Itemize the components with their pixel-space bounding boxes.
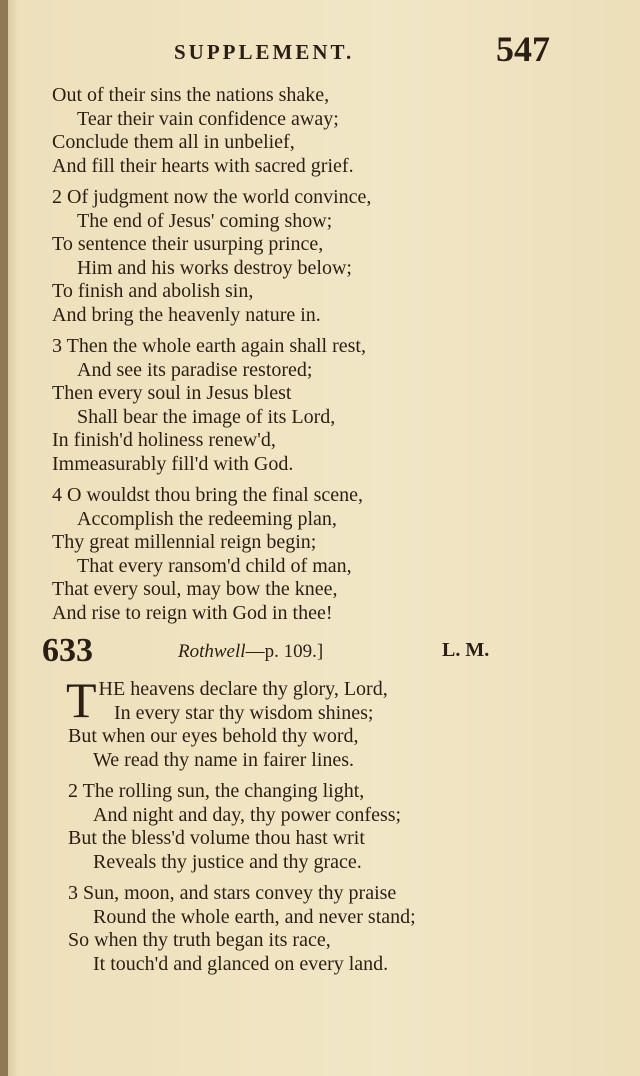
verse-line: Then every soul in Jesus blest: [52, 382, 292, 404]
verse-line: HE heavens declare thy glory, Lord,: [98, 678, 388, 700]
verse-line: Shall bear the image of its Lord,: [77, 405, 336, 428]
stanza: [68, 882, 568, 976]
verse-line: Tear their vain confidence away;: [77, 107, 339, 130]
verse-line: To sentence their usurping prince,: [52, 233, 324, 255]
hymn-meter: L. M.: [442, 639, 490, 661]
stanza: [52, 84, 552, 178]
verse-line: 4 O wouldst thou bring the final scene,: [52, 484, 364, 506]
verse-line: In finish'd holiness renew'd,: [52, 429, 276, 451]
verse-line: And bring the heavenly nature in.: [52, 303, 321, 326]
drop-cap: T: [66, 672, 97, 728]
stanza: [52, 186, 552, 327]
stanza: [52, 484, 552, 625]
hymn-number: 633: [42, 632, 93, 669]
verse-line: In every star thy wisdom shines;: [114, 701, 374, 724]
verse-line: So when thy truth began its race,: [68, 929, 331, 951]
tune-name: Rothwell: [178, 641, 246, 662]
verse-line: Reveals thy justice and thy grace.: [93, 850, 362, 873]
hymn-633-text: [66, 672, 568, 976]
verse-line: 3 Sun, moon, and stars convey thy praise: [68, 882, 397, 904]
verse-line: Immeasurably fill'd with God.: [52, 452, 294, 475]
verse-line: Him and his works destroy below;: [77, 256, 352, 279]
verse-line: 2 The rolling sun, the changing light,: [68, 780, 365, 802]
previous-hymn-continuation: [52, 84, 552, 625]
page-number: 547: [496, 29, 550, 69]
verse-line: To finish and abolish sin,: [52, 280, 254, 302]
verse-line: We read thy name in fairer lines.: [93, 748, 355, 771]
running-title: SUPPLEMENT.: [174, 40, 355, 64]
verse-line: 2 Of judgment now the world convince,: [52, 186, 372, 208]
page-header: [170, 26, 550, 70]
verse-line: The end of Jesus' coming show;: [77, 209, 333, 232]
verse-line: Thy great millennial reign begin;: [52, 531, 317, 553]
hymn-tune: [178, 641, 323, 663]
verse-line: And night and day, thy power confess;: [93, 803, 402, 826]
verse-line: It touch'd and glanced on every land.: [93, 952, 389, 975]
verse-line: And fill their hearts with sacred grief.: [52, 154, 354, 177]
verse-line: Out of their sins the nations shake,: [52, 84, 330, 106]
verse-line: And see its paradise restored;: [77, 358, 313, 381]
verse-line: Conclude them all in unbelief,: [52, 131, 295, 153]
verse-line: Round the whole earth, and never stand;: [93, 905, 416, 928]
stanza: [68, 780, 568, 874]
verse-line: Accomplish the redeeming plan,: [77, 507, 337, 530]
tune-reference: —p. 109.]: [245, 641, 324, 662]
verse-line: That every ransom'd child of man,: [77, 554, 352, 577]
page-spine-edge: [0, 0, 8, 1076]
hymn-header: [42, 632, 512, 672]
verse-line: That every soul, may bow the knee,: [52, 578, 338, 600]
verse-line: But the bless'd volume thou hast writ: [68, 827, 365, 849]
stanza: [52, 335, 552, 476]
verse-line: And rise to reign with God in thee!: [52, 601, 333, 624]
verse-line: But when our eyes behold thy word,: [68, 725, 359, 747]
verse-line: 3 Then the whole earth again shall rest,: [52, 335, 366, 357]
stanza: [66, 672, 568, 772]
